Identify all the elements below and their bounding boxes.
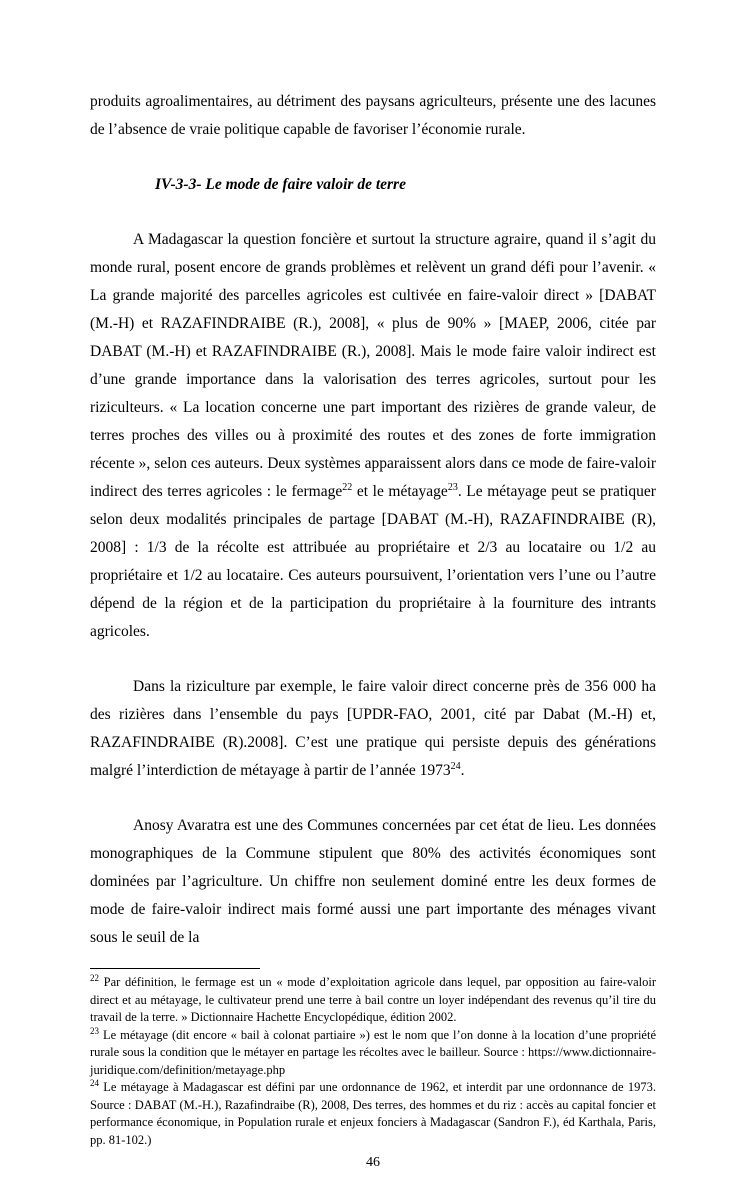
section-heading: IV-3-3- Le mode de faire valoir de terre — [155, 176, 406, 193]
paragraph-text: A Madagascar la question foncière et surtout la structure agraire, quand il s’agit du monde rural, posent encore de grands problèmes et relèvent un grand défi pour l’avenir. « La grande majorité des parcelles agricoles est cultivée en faire-valoir direct » [DABAT (M.-H) et RAZAFINDRAIBE (R.), 2008], « plus de 90% » [MAEP, 2006, citée par DABAT (M.-H) et RAZAFINDRAIBE (R.), 2008]. Mais le mode faire valoir indirect est d’une grande importance dans la valorisation des terres agricoles, surtout pour les riziculteurs. « La location concerne une part important des rizières de grande valeur, de terres proches des villes ou à proximité des routes et des zones de forte immigration récente », selon ces auteurs. Deux systèmes apparaissent alors dans ce mode de faire-valoir indirect des terres agricoles : le fermage — [90, 231, 656, 500]
footnote-text: Par définition, le fermage est un « mode d’exploitation agricole dans lequel, par opposition au faire-valoir direct et au métayage, le cultivateur prend une terre à bail contre un loyer indépendant des revenus qu’il tire du travail de la terre. » Dictionnaire Hachette Encyclopédique, édition 2002. — [90, 975, 656, 1024]
paragraph-text: . Le métayage peut se pratiquer selon deux modalités principales de partage [DABAT (M.-H), RAZAFINDRAIBE (R), 2008] : 1/3 de la récolte est attribuée au propriétaire et 2/3 au locataire ou 1/2 au propriétaire et 1/2 au locataire. Ces auteurs poursuivent, l’orientation vers l’une ou l’autre dépend de la région et de la participation du propriétaire à la fourniture des intrants agricoles. — [90, 483, 656, 640]
footnote-separator — [90, 968, 260, 969]
footnotes-section — [90, 974, 656, 1149]
paragraph-continuation: produits agroalimentaires, au détriment des paysans agriculteurs, présente une des lacunes de l’absence de vraie politique capable de favoriser l’économie rurale. — [90, 93, 656, 138]
footnote-text: Le métayage (dit encore « bail à colonat partiaire ») est le nom que l’on donne à la location d’une propriété rurale sous la condition que le métayer en partage les récoltes avec le bailleur. Source : https://www.dictionnaire-juridique.com/definition/metayage.php — [90, 1027, 656, 1077]
footnote-number: 23 — [90, 1025, 99, 1036]
footnote-text: Le métayage à Madagascar est défini par une ordonnance de 1962, et interdit par une ordonnance de 1973. Source : DABAT (M.-H.), Razafindraibe (R), 2008, Des terres, des hommes et du riz : accès au capital foncier et performance économique, in Population rurale et enjeux fonciers à Madagascar (Sandron F.), éd Karthala, Paris, pp. 81-102.) — [90, 1080, 656, 1147]
paragraph-text: Dans la riziculture par exemple, le faire valoir direct concerne près de 356 000 ha des rizières dans l’ensemble du pays [UPDR-FAO, 2001, cité par Dabat (M.-H) et, RAZAFINDRAIBE (R).2008]. C’est une pratique qui persiste depuis des générations malgré l’interdiction de métayage à partir de l’année 1973 — [90, 678, 656, 779]
footnote-24 — [90, 1079, 656, 1149]
footnote-ref-23: 23 — [447, 481, 458, 493]
footnote-ref-24: 24 — [450, 760, 461, 772]
footnote-number: 24 — [90, 1077, 99, 1088]
paragraph-text: . — [460, 762, 465, 779]
paragraph-madagascar — [90, 226, 656, 646]
page-number: 46 — [366, 1155, 380, 1170]
footnote-22 — [90, 974, 656, 1027]
paragraph-riziculture — [90, 673, 656, 785]
paragraph-text: et le métayage — [352, 483, 448, 500]
paragraph-anosy-avaratra: Anosy Avaratra est une des Communes concernées par cet état de lieu. Les données monographiques de la Commune stipulent que 80% des activités économiques sont dominées par l’agriculture. Un chiffre non seulement dominé entre les deux formes de mode de faire-valoir indirect mais formé aussi une part importante des ménages vivant sous le seuil de la — [90, 817, 656, 946]
footnote-ref-22: 22 — [342, 481, 353, 493]
footnote-number: 22 — [90, 972, 99, 983]
